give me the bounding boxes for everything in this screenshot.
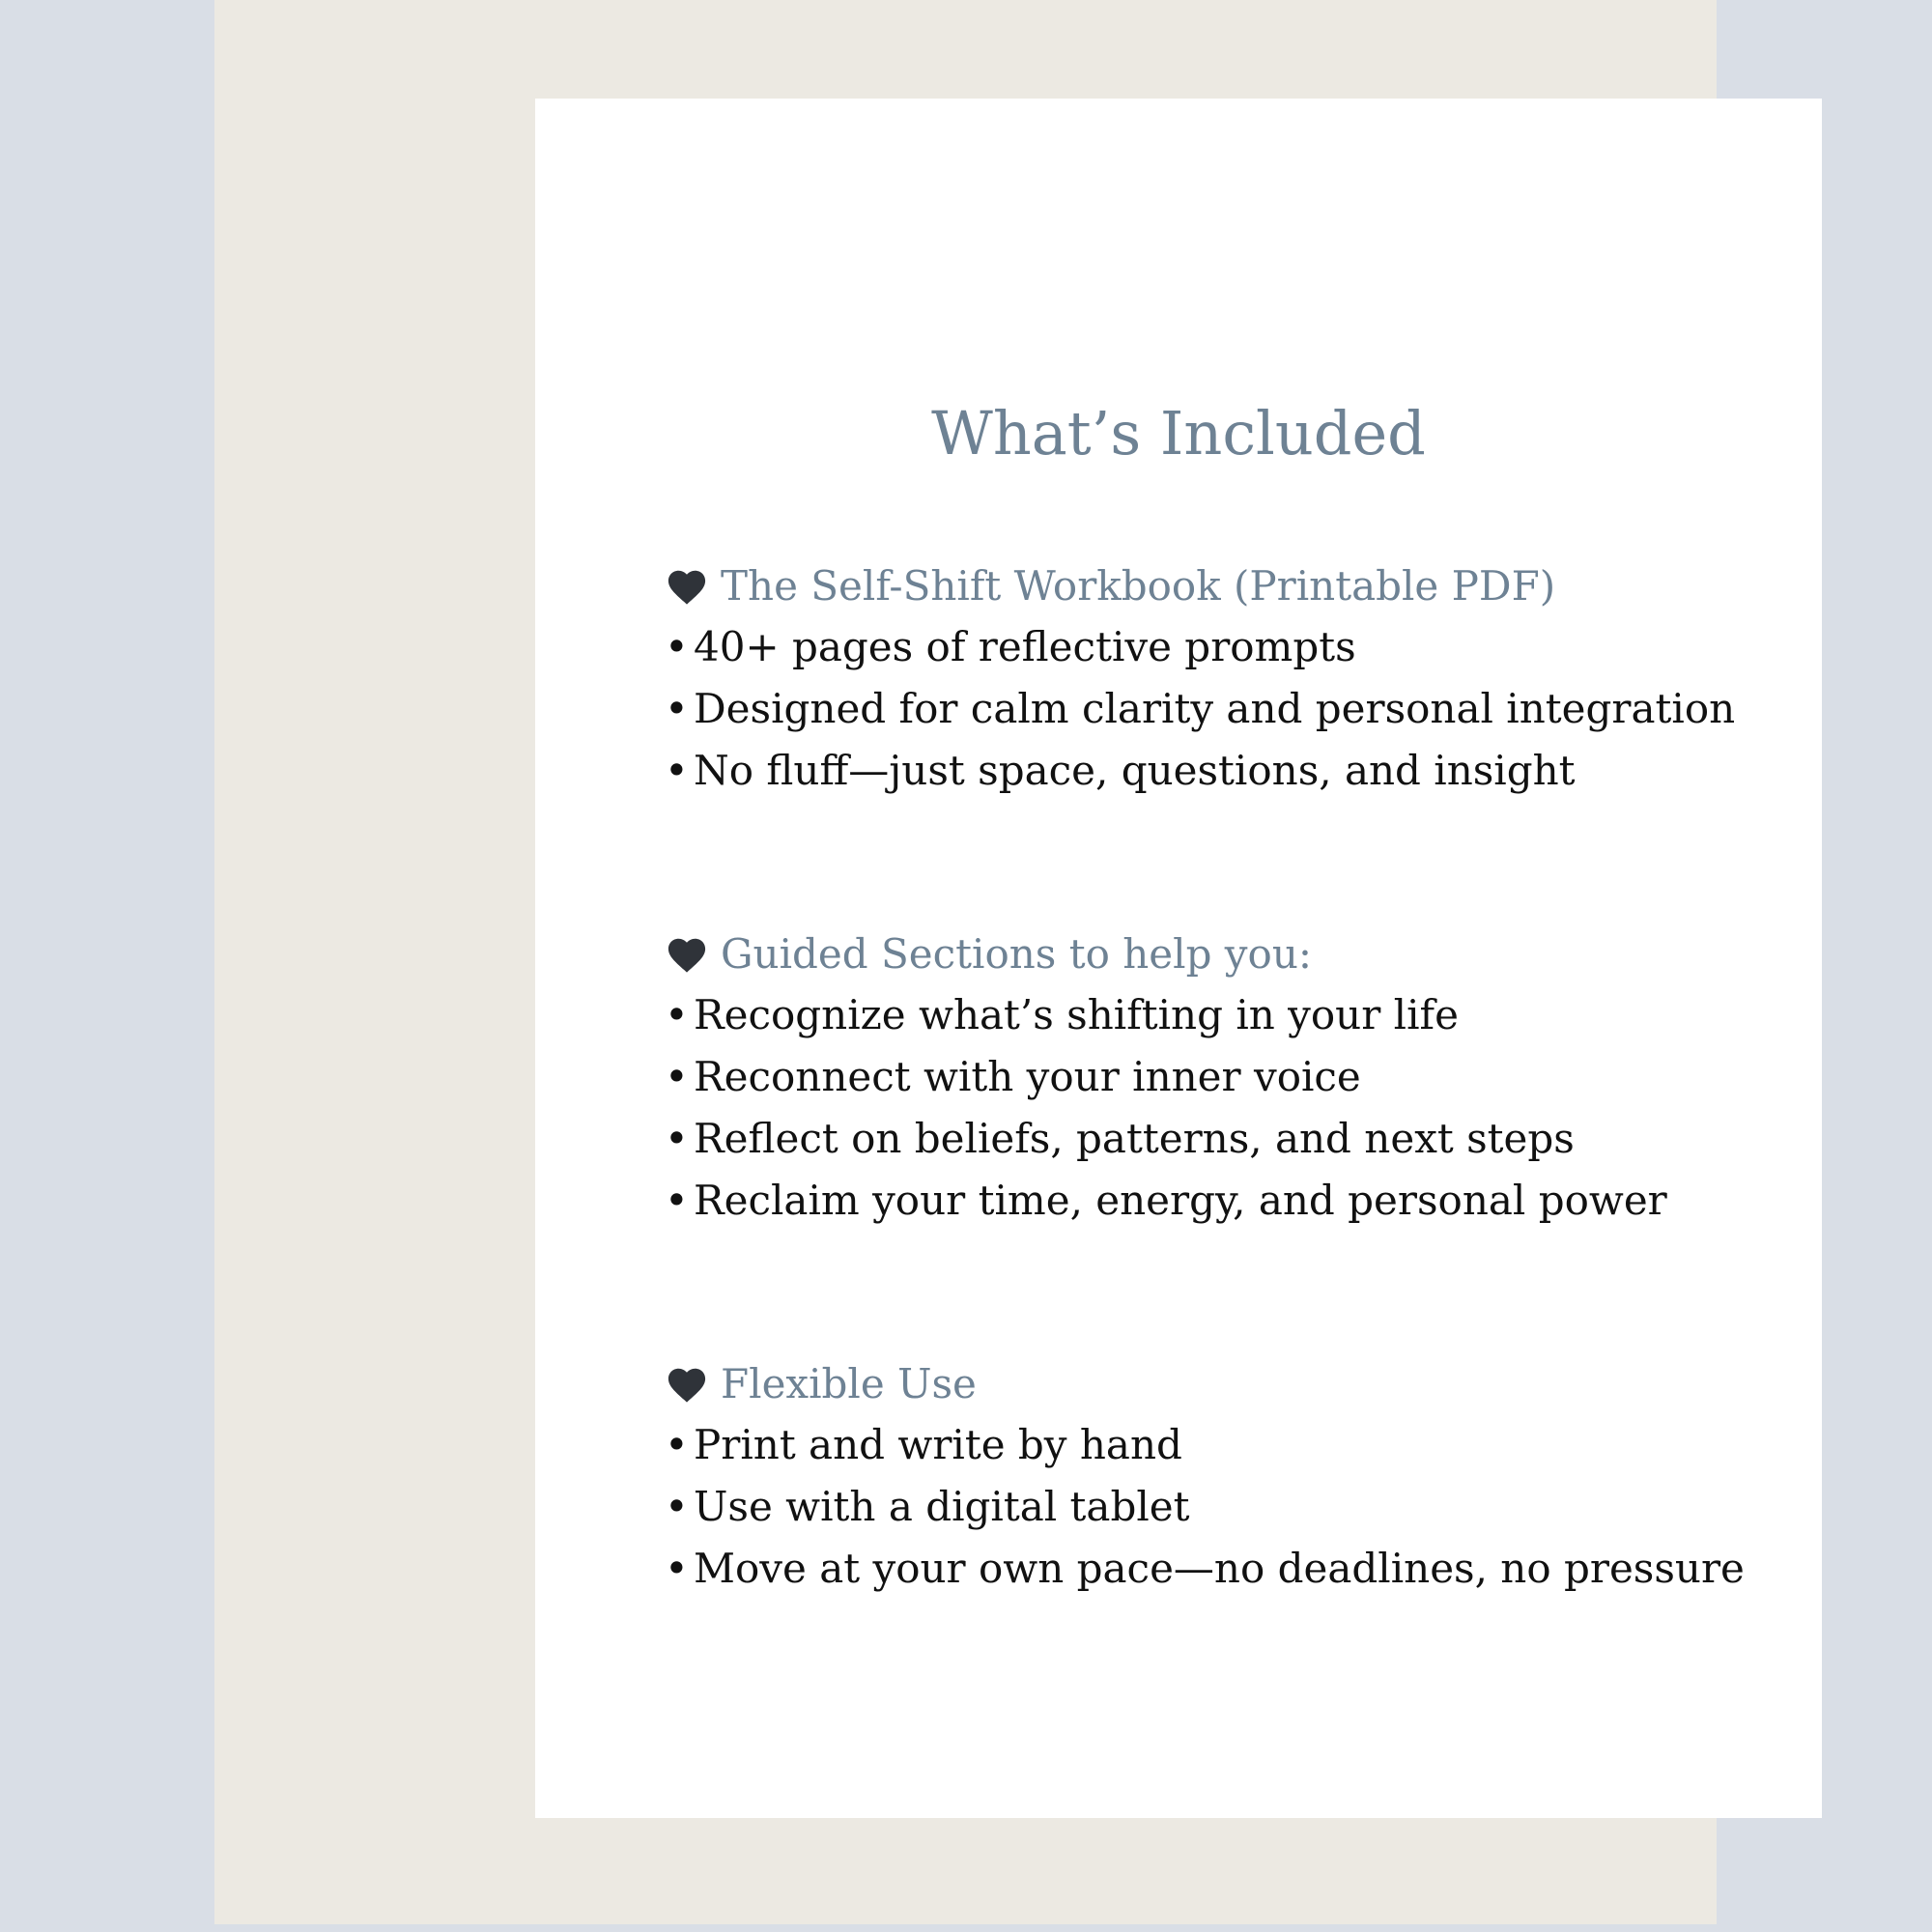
heart-icon [665, 565, 709, 606]
section-heading-text: Guided Sections to help you: [721, 929, 1313, 978]
list-item-text: Move at your own pace—no deadlines, no pressure [694, 1545, 1745, 1592]
section-workbook [665, 554, 1776, 802]
bullet-glyph: • [665, 623, 689, 670]
list-item [665, 678, 1776, 740]
bullet-glyph: • [665, 1483, 689, 1530]
list-item [665, 740, 1776, 802]
section-heading [665, 923, 1776, 984]
bullet-list [665, 616, 1776, 802]
list-item-text: 40+ pages of reflective prompts [694, 623, 1356, 670]
bullet-glyph: • [665, 1115, 689, 1162]
list-item [665, 984, 1776, 1046]
section-guided [665, 923, 1776, 1232]
document-page [535, 99, 1822, 1818]
heart-icon [665, 1363, 709, 1404]
list-item-text: Use with a digital tablet [694, 1483, 1190, 1530]
bullet-glyph: • [665, 991, 689, 1038]
list-item-text: Reflect on beliefs, patterns, and next steps [694, 1115, 1575, 1162]
bullet-glyph: • [665, 1421, 689, 1468]
list-item-text: Print and write by hand [694, 1421, 1182, 1468]
section-heading [665, 554, 1776, 616]
heart-icon [665, 933, 709, 974]
bullet-glyph: • [665, 747, 689, 794]
section-flexible-use [665, 1352, 1776, 1600]
bullet-glyph: • [665, 1545, 689, 1592]
list-item-text: Reconnect with your inner voice [694, 1053, 1361, 1100]
list-item-text: Recognize what’s shifting in your life [694, 991, 1459, 1038]
list-item [665, 1414, 1776, 1476]
list-item [665, 1046, 1776, 1108]
bullet-list [665, 1414, 1776, 1600]
bullet-glyph: • [665, 1053, 689, 1100]
bullet-list [665, 984, 1776, 1232]
list-item [665, 1108, 1776, 1170]
section-heading [665, 1352, 1776, 1414]
bullet-glyph: • [665, 1177, 689, 1224]
list-item [665, 1476, 1776, 1538]
list-item [665, 616, 1776, 678]
section-heading-text: The Self-Shift Workbook (Printable PDF) [721, 561, 1556, 610]
list-item-text: No fluff—just space, questions, and insight [694, 747, 1576, 794]
page-title: What’s Included [931, 398, 1426, 469]
paper-mat [214, 0, 1745, 1924]
bullet-glyph: • [665, 685, 689, 732]
list-item-text: Reclaim your time, energy, and personal power [694, 1177, 1667, 1224]
section-heading-text: Flexible Use [721, 1359, 977, 1407]
list-item-text: Designed for calm clarity and personal integration [694, 685, 1736, 732]
list-item [665, 1170, 1776, 1232]
list-item [665, 1538, 1776, 1600]
